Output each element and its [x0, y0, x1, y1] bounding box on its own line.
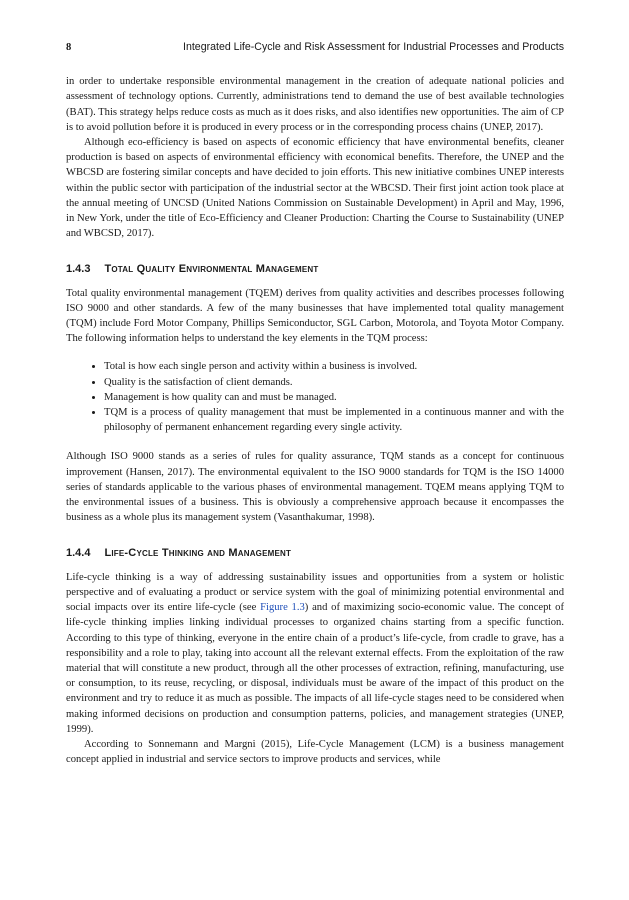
- list-item: • TQM is a process of quality management that must be implemented in a continuous manner and with the philosophy of permanent enhancement regarding every single activity.: [104, 405, 564, 435]
- lct-text-after: ) and of maximizing socio-economic value. The concept of life-cycle thinking implies linking individual processes to organized chains starting from a specific function. According to this type of thinking, everyone in the entire chain of a product’s life-cycle, from cradle to grave, has a responsibility and a role to play, taking into account all the relevant external effects. From the exploitation of the raw material that will constitute a new product, through all the other processes of extraction, refining, manufacturing, use or consumption, to its reuse, recycling, or disposal, individuals must be aware of the impact of this product on the environment and try to reduce it as much as possible. The impacts of all life-cycle stages need to be considered when making informed decisions on production and consumption patterns, policies, and management strategies (UNEP, 1999).: [66, 602, 564, 735]
- list-item: • Management is how quality can and must be managed.: [104, 390, 564, 405]
- section-number: 1.4.3: [66, 263, 91, 276]
- list-item: • Quality is the satisfaction of client demands.: [104, 375, 564, 390]
- intro-paragraph-2: Although eco-efficiency is based on aspects of economic efficiency that have environmental benefits, cleaner production is based on aspects of environmental efficiency with economical benefits. Therefore, the UNEP and the WBCSD are fostering similar concepts and have decided to join efforts. This new initiative combines UNEP interests within the public sector with participation of the industrial sector at the WBCSD. Their first joint action took place at the annual meeting of UNCSD (United Nations Commission on Sustainable Development) in April and May, 1996, in New York, under the title of Eco-Efficiency and Cleaner Production: Charting the Course to Sustainability (UNEP and WBCSD, 2017).: [66, 137, 564, 240]
- section-heading-1-4-4: [66, 546, 564, 561]
- page-number: 8: [66, 42, 72, 53]
- figure-1-3-link[interactable]: Figure 1.3: [260, 602, 305, 614]
- book-page: [66, 40, 564, 767]
- section-heading-1-4-3: [66, 262, 564, 277]
- section-title: Total Quality Environmental Management: [104, 263, 319, 276]
- tqem-paragraph-1: Total quality environmental management (TQEM) derives from quality activities and describes processes following ISO 9000 and other standards. A few of the many businesses that have implemented total quality management (TQM) include Ford Motor Company, Phillips Semiconductor, SGL Carbon, Motorola, and Toyota Motor Company. The following information helps to understand the key elements in the TQM process:: [66, 287, 564, 345]
- tqm-elements-list: [66, 359, 564, 435]
- section-title: Life-Cycle Thinking and Management: [104, 547, 292, 560]
- lct-text-before: Life-cycle thinking is a way of addressing sustainability issues and opportunities from a system or holistic perspective and of evaluating a product or service system with the goal of minimizing potential environmental and social impacts over its entire life-cycle (see: [66, 571, 564, 614]
- list-item: • Total is how each single person and activity within a business is involved.: [104, 359, 564, 374]
- intro-paragraph-1: in order to undertake responsible environmental management in the creation of adequate national policies and assessment of technology options. Currently, administrations tend to demand the use of best available technologies (BAT). This strategy helps reduce costs as much as it does risks, and also identifies new opportunities. The aim of CP is to avoid pollution before it is produced in every process or in the corresponding process chains (UNEP, 2017).: [66, 76, 564, 133]
- lct-paragraph-2: According to Sonnemann and Margni (2015), Life-Cycle Management (LCM) is a business management concept applied in industrial and service sectors to improve products and services, while: [66, 738, 564, 766]
- running-header: [66, 40, 564, 55]
- tqem-paragraph-2: Although ISO 9000 stands as a series of rules for quality assurance, TQM stands as a concept for continuous improvement (Hansen, 2017). The environmental equivalent to the ISO 9000 standards for TQM is the ISO 14000 series of standards applicable to the various phases of environmental management. TQEM means applying TQM to the environmental issues of a business. This is obviously a comprehensive approach because it encompasses the business as a whole plus its management system (Vasanthakumar, 1998).: [66, 451, 564, 524]
- book-title: Integrated Life-Cycle and Risk Assessment for Industrial Processes and Products: [183, 41, 564, 53]
- lct-paragraph-1: [66, 570, 564, 737]
- section-number: 1.4.4: [66, 547, 91, 560]
